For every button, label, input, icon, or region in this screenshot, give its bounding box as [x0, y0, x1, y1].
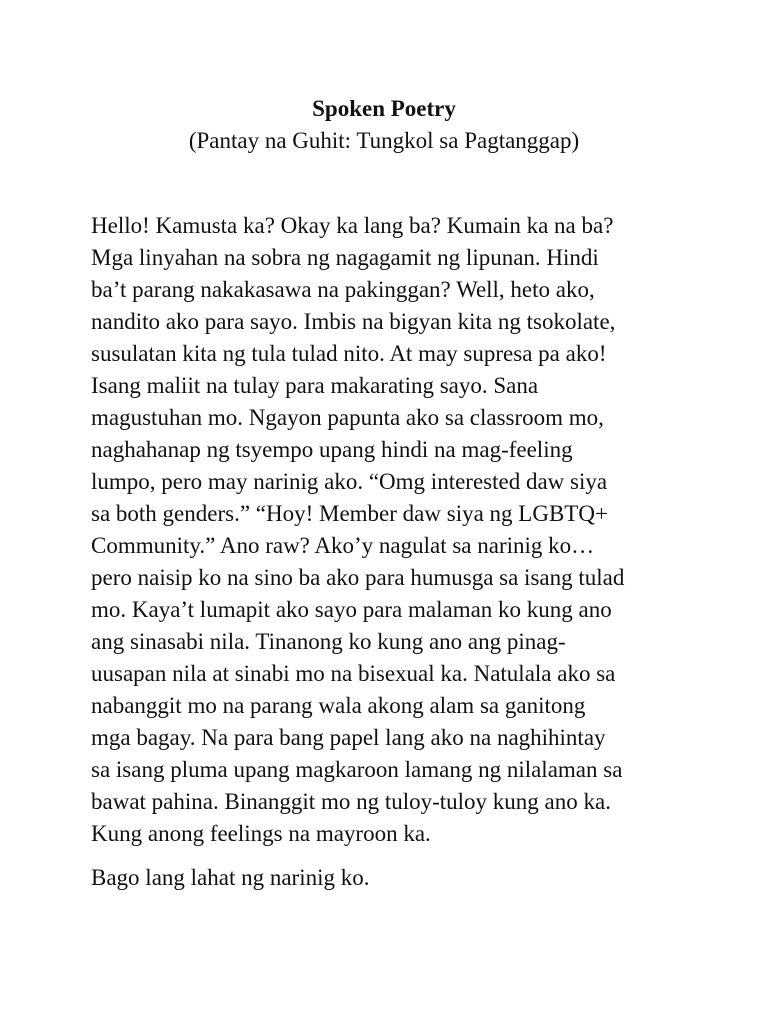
text-line: Bago lang lahat ng narinig ko.: [91, 865, 370, 890]
text-line: Mga linyahan na sobra ng nagagamit ng lipunan. Hindi: [91, 245, 599, 270]
text-line: Kung anong feelings na mayroon ka.: [91, 821, 431, 846]
text-line: sa isang pluma upang magkaroon lamang ng nilalaman sa: [91, 757, 623, 782]
text-line: Community.” Ano raw? Ako’y nagulat sa narinig ko…: [91, 533, 595, 558]
paragraph-1: [91, 210, 691, 850]
text-line: magustuhan mo. Ngayon papunta ako sa classroom mo,: [91, 405, 604, 430]
text-line: sa both genders.” “Hoy! Member daw siya ng LGBTQ+: [91, 501, 608, 526]
text-line: nandito ako para sayo. Imbis na bigyan kita ng tsokolate,: [91, 309, 616, 334]
text-line: mo. Kaya’t lumapit ako sayo para malaman ko kung ano: [91, 597, 612, 622]
text-line: bawat pahina. Binanggit mo ng tuloy-tuloy kung ano ka.: [91, 789, 611, 814]
text-line: naghahanap ng tsyempo upang hindi na mag-feeling: [91, 437, 573, 462]
paragraph-spacer: [91, 850, 691, 862]
text-line: ang sinasabi nila. Tinanong ko kung ano ang pinag-: [91, 629, 566, 654]
text-line: ba’t parang nakakasawa na pakinggan? Well, heto ako,: [91, 277, 595, 302]
poem-body: [91, 210, 691, 894]
text-line: susulatan kita ng tula tulad nito. At may supresa pa ako!: [91, 341, 607, 366]
text-line: pero naisip ko na sino ba ako para humusga sa isang tulad: [91, 565, 625, 590]
paragraph-2: [91, 862, 691, 894]
text-line: nabanggit mo na parang wala akong alam sa ganitong: [91, 693, 586, 718]
text-line: Hello! Kamusta ka? Okay ka lang ba? Kumain ka na ba?: [91, 213, 614, 238]
text-line: mga bagay. Na para bang papel lang ako na naghihintay: [91, 725, 606, 750]
text-line: Isang maliit na tulay para makarating sayo. Sana: [91, 373, 539, 398]
text-line: uusapan nila at sinabi mo na bisexual ka. Natulala ako sa: [91, 661, 616, 686]
poem-subtitle: (Pantay na Guhit: Tungkol sa Pagtanggap): [188, 128, 580, 153]
poem-title: Spoken Poetry: [312, 96, 456, 121]
text-line: lumpo, pero may narinig ako. “Omg interested daw siya: [91, 469, 608, 494]
